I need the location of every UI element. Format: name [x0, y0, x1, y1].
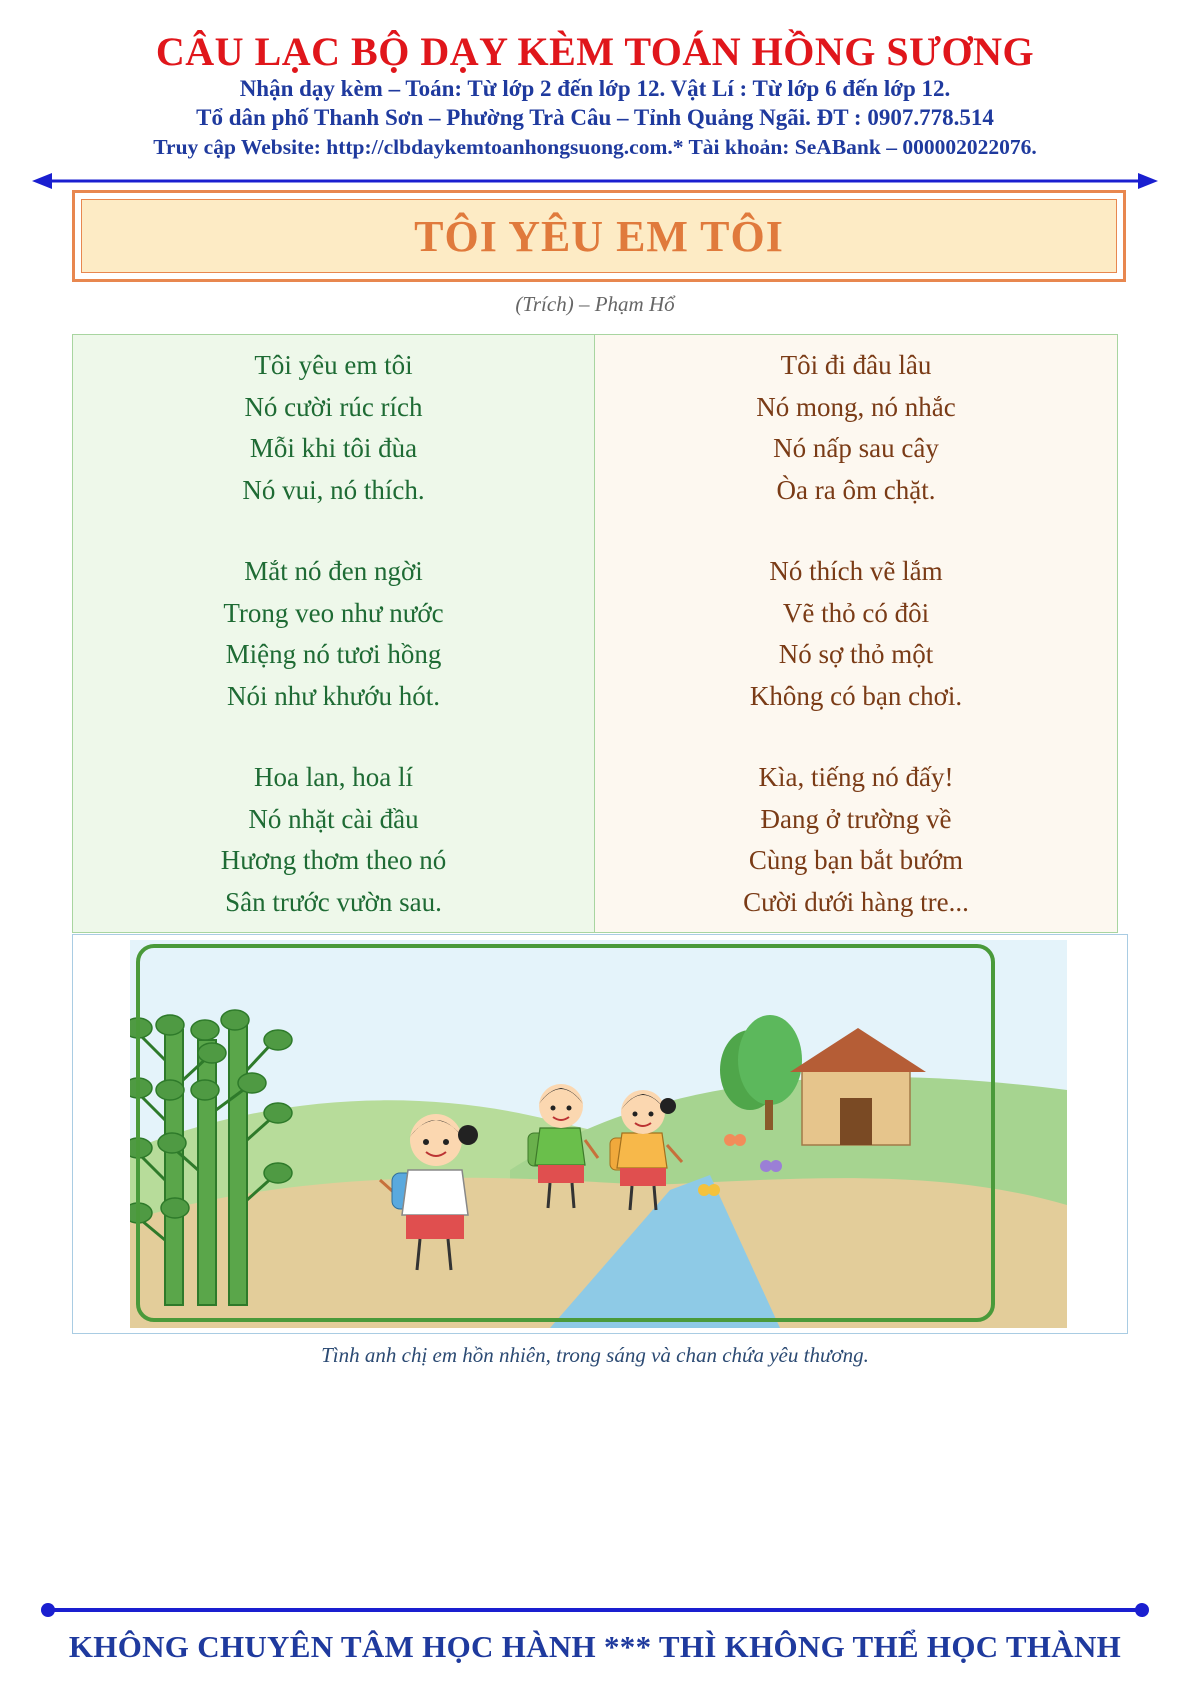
poem-verse: Nói như khướu hót. [226, 680, 441, 711]
poem-verse: Nó cười rúc rích [244, 391, 423, 422]
header-website: Truy cập Website: http://clbdaykemtoanhongsuong.com.* Tài khoản: SeABank – 000002022076. [153, 135, 1037, 159]
poem-verse: Sân trước vườn sau. [225, 886, 442, 917]
poem-stanza [595, 757, 1117, 923]
poem-verse: Kìa, tiếng nó đấy! [758, 762, 954, 792]
poem-verse: Tôi đi đâu lâu [780, 350, 932, 380]
poem-left-column [72, 334, 595, 933]
poem-verse: Không có bạn chơi. [749, 680, 963, 711]
illustration-siblings-scene [130, 940, 1067, 1328]
poem-verse: Tôi yêu em tôi [254, 350, 413, 380]
poem-verse: Hương thơm theo nó [220, 845, 447, 875]
poem-stanza [595, 551, 1117, 717]
poem-verse: Trong veo như nước [223, 597, 444, 628]
footer-divider [40, 1600, 1150, 1620]
poem-verse: Nó nhặt cài đầu [248, 803, 419, 834]
poem-verse: Cùng bạn bắt bướm [748, 845, 964, 875]
poem-stanza [595, 345, 1117, 511]
poem-stanza [73, 345, 594, 511]
poem-author: (Trích) – Phạm Hổ [515, 292, 675, 316]
poem-right-column [595, 334, 1118, 933]
header-address: Tổ dân phố Thanh Sơn – Phường Trà Câu – Tỉnh Quảng Ngãi. ĐT : 0907.778.514 [196, 105, 994, 130]
poem-stanza [73, 757, 594, 923]
poem-verse: Nó mong, nó nhắc [756, 391, 956, 422]
poem-verse: Vẽ thỏ có đôi [782, 597, 930, 628]
poem-verse: Miệng nó tươi hồng [225, 639, 442, 669]
illustration-caption: Tình anh chị em hồn nhiên, trong sáng và chan chứa yêu thương. [321, 1343, 869, 1367]
poem-verse: Cười dưới hàng tre... [743, 886, 969, 917]
poem-verse: Đang ở trường về [760, 803, 952, 834]
header-arrow-divider [30, 170, 1160, 192]
poem-verse: Mỗi khi tôi đùa [249, 433, 418, 463]
poem-verse: Nó sợ thỏ một [778, 639, 934, 669]
poem-verse: Nó thích vẽ lắm [769, 556, 943, 586]
header-subjects: Nhận dạy kèm – Toán: Từ lớp 2 đến lớp 12. Vật Lí : Từ lớp 6 đến lớp 12. [239, 76, 951, 101]
poem-title-box [72, 190, 1126, 282]
poem-verse: Mắt nó đen ngời [244, 556, 423, 586]
club-title: CÂU LẠC BỘ DẠY KÈM TOÁN HỒNG SƯƠNG [155, 29, 1035, 74]
poem-verse: Hoa lan, hoa lí [254, 762, 413, 792]
footer-motto: KHÔNG CHUYÊN TÂM HỌC HÀNH *** THÌ KHÔNG THỂ HỌC THÀNH [68, 1629, 1122, 1664]
poem-verse: Òa ra ôm chặt. [776, 474, 936, 505]
poem-stanza [73, 551, 594, 717]
poem-title: TÔI YÊU EM TÔI [81, 199, 1117, 273]
poem-verse: Nó vui, nó thích. [242, 474, 425, 505]
poem-verse: Nó nấp sau cây [773, 433, 939, 463]
